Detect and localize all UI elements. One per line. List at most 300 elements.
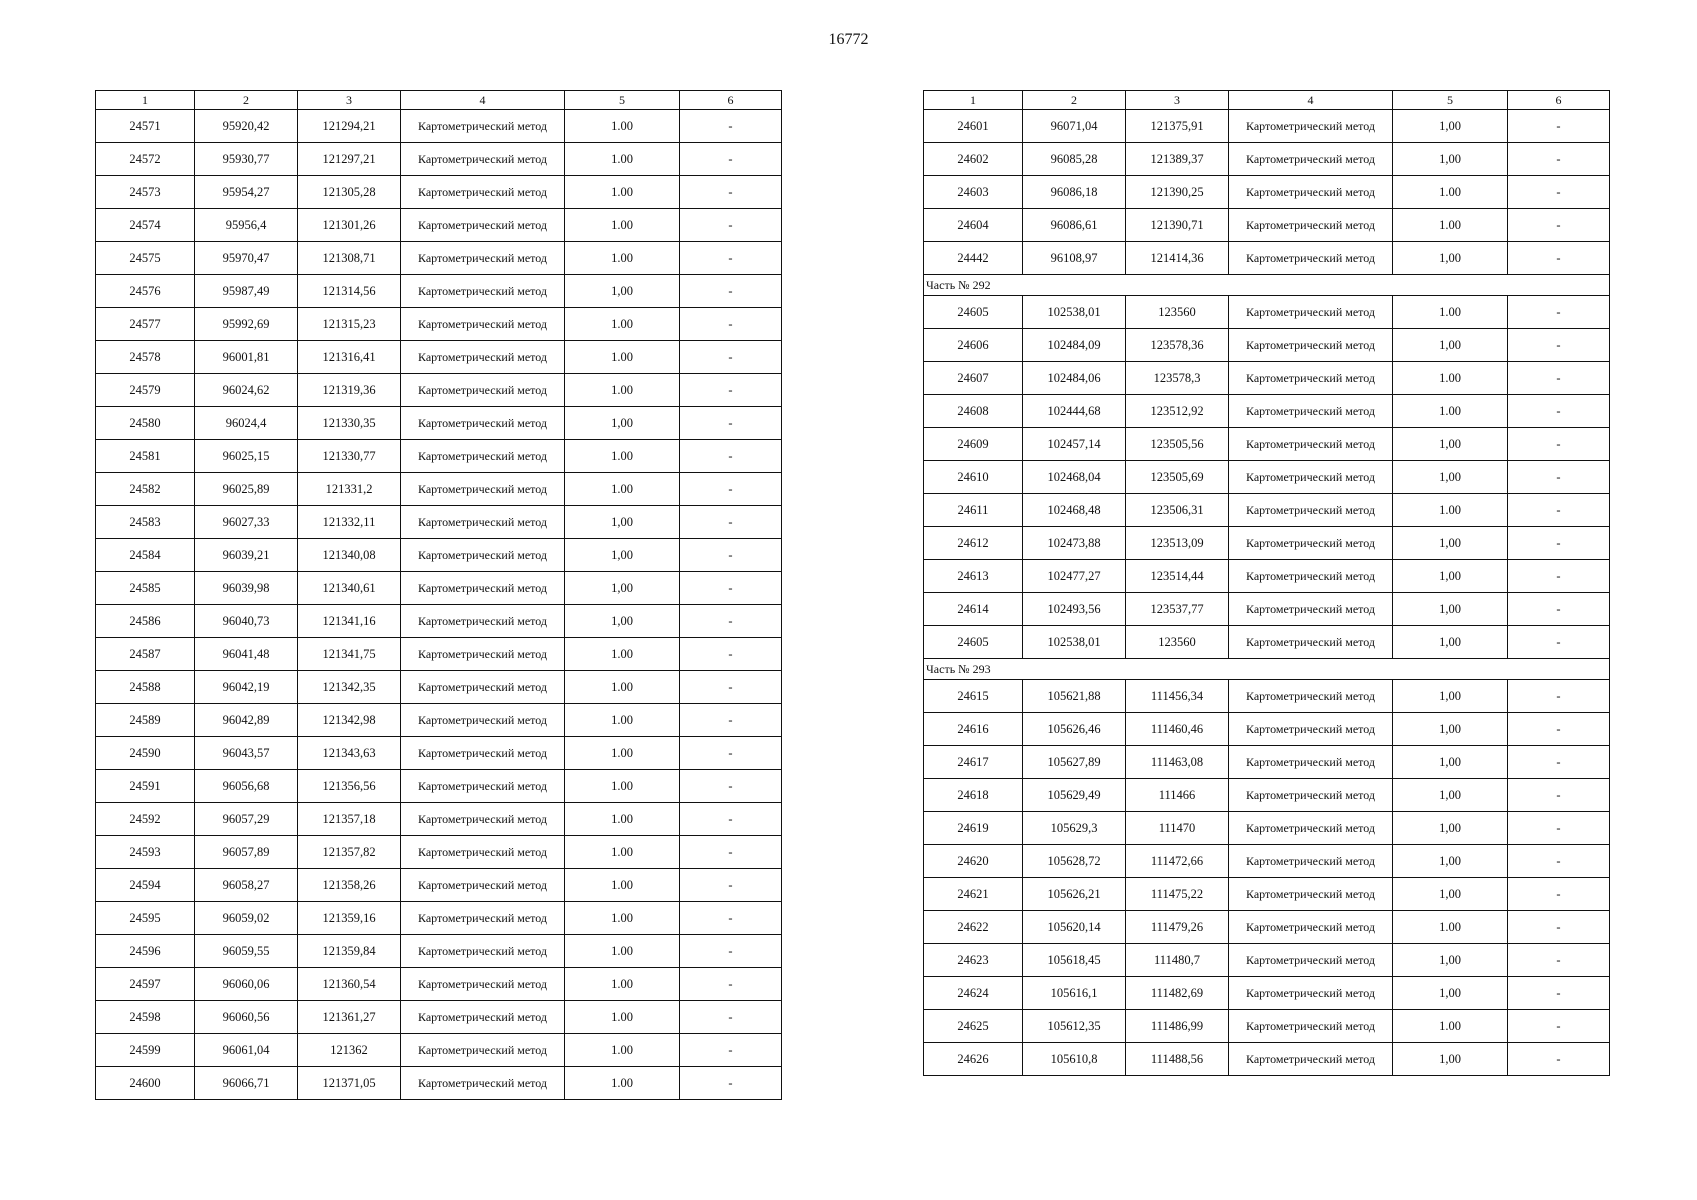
description-cell: - — [1508, 845, 1610, 878]
table-row — [924, 878, 1610, 911]
description-cell: - — [1508, 680, 1610, 713]
description-cell: - — [680, 605, 782, 638]
point-number-cell: 24582 — [96, 473, 195, 506]
table-row — [96, 209, 782, 242]
description-cell: - — [1508, 1043, 1610, 1076]
method-cell: Картометрический метод — [1229, 626, 1393, 659]
description-cell: - — [1508, 494, 1610, 527]
accuracy-cell: 1.00 — [1393, 911, 1508, 944]
x-coordinate-cell: 96066,71 — [195, 1067, 298, 1100]
section-row — [924, 275, 1610, 296]
point-number-cell: 24593 — [96, 836, 195, 869]
method-cell: Картометрический метод — [401, 935, 565, 968]
point-number-cell: 24603 — [924, 176, 1023, 209]
y-coordinate-cell: 121356,56 — [298, 770, 401, 803]
y-coordinate-cell: 121341,75 — [298, 638, 401, 671]
table-row — [96, 572, 782, 605]
x-coordinate-cell: 102538,01 — [1023, 626, 1126, 659]
x-coordinate-cell: 105629,49 — [1023, 779, 1126, 812]
accuracy-cell: 1.00 — [565, 374, 680, 407]
point-number-cell: 24576 — [96, 275, 195, 308]
y-coordinate-cell: 121342,98 — [298, 704, 401, 737]
method-cell: Картометрический метод — [1229, 395, 1393, 428]
table-row — [96, 407, 782, 440]
x-coordinate-cell: 96057,29 — [195, 803, 298, 836]
x-coordinate-cell: 96042,89 — [195, 704, 298, 737]
table-row — [96, 803, 782, 836]
description-cell: - — [680, 1001, 782, 1034]
x-coordinate-cell: 105626,21 — [1023, 878, 1126, 911]
y-coordinate-cell: 123578,36 — [1126, 329, 1229, 362]
method-cell: Картометрический метод — [1229, 209, 1393, 242]
table-row — [96, 671, 782, 704]
y-coordinate-cell: 121297,21 — [298, 143, 401, 176]
point-number-cell: 24607 — [924, 362, 1023, 395]
table-row — [924, 176, 1610, 209]
table-row — [96, 341, 782, 374]
point-number-cell: 24615 — [924, 680, 1023, 713]
x-coordinate-cell: 96060,06 — [195, 968, 298, 1001]
table-row — [96, 968, 782, 1001]
method-cell: Картометрический метод — [1229, 362, 1393, 395]
header-row — [924, 91, 1610, 110]
x-coordinate-cell: 102444,68 — [1023, 395, 1126, 428]
y-coordinate-cell: 121330,35 — [298, 407, 401, 440]
method-cell: Картометрический метод — [401, 110, 565, 143]
y-coordinate-cell: 111470 — [1126, 812, 1229, 845]
description-cell: - — [680, 737, 782, 770]
description-cell: - — [680, 407, 782, 440]
accuracy-cell: 1,00 — [1393, 143, 1508, 176]
y-coordinate-cell: 121371,05 — [298, 1067, 401, 1100]
description-cell: - — [1508, 209, 1610, 242]
accuracy-cell: 1.00 — [565, 1001, 680, 1034]
accuracy-cell: 1.00 — [565, 869, 680, 902]
y-coordinate-cell: 121301,26 — [298, 209, 401, 242]
x-coordinate-cell: 95930,77 — [195, 143, 298, 176]
method-cell: Картометрический метод — [1229, 593, 1393, 626]
accuracy-cell: 1.00 — [565, 968, 680, 1001]
accuracy-cell: 1,00 — [1393, 779, 1508, 812]
table-row — [96, 176, 782, 209]
description-cell: - — [680, 242, 782, 275]
description-cell: - — [680, 539, 782, 572]
description-cell: - — [680, 638, 782, 671]
point-number-cell: 24608 — [924, 395, 1023, 428]
description-cell: - — [1508, 428, 1610, 461]
table-row — [924, 362, 1610, 395]
method-cell: Картометрический метод — [1229, 713, 1393, 746]
description-cell: - — [1508, 779, 1610, 812]
accuracy-cell: 1,00 — [565, 407, 680, 440]
y-coordinate-cell: 111488,56 — [1126, 1043, 1229, 1076]
x-coordinate-cell: 95970,47 — [195, 242, 298, 275]
table-row — [924, 911, 1610, 944]
column-header: 2 — [195, 91, 298, 110]
method-cell: Картометрический метод — [401, 902, 565, 935]
method-cell: Картометрический метод — [1229, 527, 1393, 560]
table-row — [924, 395, 1610, 428]
table-row — [96, 770, 782, 803]
x-coordinate-cell: 96108,97 — [1023, 242, 1126, 275]
method-cell: Картометрический метод — [401, 539, 565, 572]
description-cell: - — [1508, 296, 1610, 329]
point-number-cell: 24617 — [924, 746, 1023, 779]
y-coordinate-cell: 121360,54 — [298, 968, 401, 1001]
x-coordinate-cell: 96043,57 — [195, 737, 298, 770]
x-coordinate-cell: 96040,73 — [195, 605, 298, 638]
accuracy-cell: 1,00 — [1393, 746, 1508, 779]
point-number-cell: 24575 — [96, 242, 195, 275]
table-row — [96, 836, 782, 869]
method-cell: Картометрический метод — [401, 275, 565, 308]
point-number-cell: 24620 — [924, 845, 1023, 878]
description-cell: - — [1508, 395, 1610, 428]
table-row — [924, 527, 1610, 560]
point-number-cell: 24602 — [924, 143, 1023, 176]
method-cell: Картометрический метод — [1229, 845, 1393, 878]
y-coordinate-cell: 111482,69 — [1126, 977, 1229, 1010]
method-cell: Картометрический метод — [401, 143, 565, 176]
description-cell: - — [1508, 593, 1610, 626]
description-cell: - — [1508, 911, 1610, 944]
x-coordinate-cell: 96061,04 — [195, 1034, 298, 1067]
accuracy-cell: 1.00 — [1393, 296, 1508, 329]
x-coordinate-cell: 102473,88 — [1023, 527, 1126, 560]
accuracy-cell: 1,00 — [1393, 977, 1508, 1010]
y-coordinate-cell: 123537,77 — [1126, 593, 1229, 626]
description-cell: - — [1508, 176, 1610, 209]
description-cell: - — [680, 473, 782, 506]
method-cell: Картометрический метод — [401, 704, 565, 737]
y-coordinate-cell: 111460,46 — [1126, 713, 1229, 746]
table-row — [924, 209, 1610, 242]
column-header: 5 — [1393, 91, 1508, 110]
x-coordinate-cell: 105618,45 — [1023, 944, 1126, 977]
point-number-cell: 24594 — [96, 869, 195, 902]
column-header: 5 — [565, 91, 680, 110]
method-cell: Картометрический метод — [401, 638, 565, 671]
description-cell: - — [680, 110, 782, 143]
y-coordinate-cell: 111463,08 — [1126, 746, 1229, 779]
method-cell: Картометрический метод — [1229, 746, 1393, 779]
accuracy-cell: 1.00 — [565, 440, 680, 473]
x-coordinate-cell: 96001,81 — [195, 341, 298, 374]
description-cell: - — [1508, 746, 1610, 779]
y-coordinate-cell: 111480,7 — [1126, 944, 1229, 977]
x-coordinate-cell: 105610,8 — [1023, 1043, 1126, 1076]
method-cell: Картометрический метод — [401, 506, 565, 539]
point-number-cell: 24597 — [96, 968, 195, 1001]
method-cell: Картометрический метод — [1229, 461, 1393, 494]
accuracy-cell: 1.00 — [565, 1034, 680, 1067]
table-row — [924, 779, 1610, 812]
table-row — [96, 374, 782, 407]
method-cell: Картометрический метод — [1229, 878, 1393, 911]
method-cell: Картометрический метод — [401, 1034, 565, 1067]
table-row — [924, 1043, 1610, 1076]
description-cell: - — [680, 935, 782, 968]
description-cell: - — [680, 572, 782, 605]
method-cell: Картометрический метод — [1229, 1043, 1393, 1076]
description-cell: - — [680, 704, 782, 737]
description-cell: - — [680, 968, 782, 1001]
point-number-cell: 24610 — [924, 461, 1023, 494]
accuracy-cell: 1,00 — [565, 275, 680, 308]
description-cell: - — [680, 275, 782, 308]
table-row — [924, 296, 1610, 329]
y-coordinate-cell: 121389,37 — [1126, 143, 1229, 176]
method-cell: Картометрический метод — [401, 176, 565, 209]
point-number-cell: 24614 — [924, 593, 1023, 626]
point-number-cell: 24585 — [96, 572, 195, 605]
point-number-cell: 24571 — [96, 110, 195, 143]
accuracy-cell: 1.00 — [565, 242, 680, 275]
column-header: 3 — [1126, 91, 1229, 110]
accuracy-cell: 1.00 — [1393, 1010, 1508, 1043]
y-coordinate-cell: 123506,31 — [1126, 494, 1229, 527]
accuracy-cell: 1.00 — [565, 902, 680, 935]
description-cell: - — [680, 374, 782, 407]
column-header: 3 — [298, 91, 401, 110]
accuracy-cell: 1,00 — [1393, 878, 1508, 911]
y-coordinate-cell: 123505,56 — [1126, 428, 1229, 461]
point-number-cell: 24619 — [924, 812, 1023, 845]
table-row — [924, 746, 1610, 779]
point-number-cell: 24622 — [924, 911, 1023, 944]
description-cell: - — [680, 1034, 782, 1067]
method-cell: Картометрический метод — [401, 374, 565, 407]
x-coordinate-cell: 102468,04 — [1023, 461, 1126, 494]
method-cell: Картометрический метод — [1229, 143, 1393, 176]
accuracy-cell: 1.00 — [565, 110, 680, 143]
y-coordinate-cell: 123560 — [1126, 296, 1229, 329]
table-row — [96, 737, 782, 770]
x-coordinate-cell: 96039,21 — [195, 539, 298, 572]
method-cell: Картометрический метод — [1229, 812, 1393, 845]
x-coordinate-cell: 96042,19 — [195, 671, 298, 704]
method-cell: Картометрический метод — [401, 869, 565, 902]
table-row — [924, 845, 1610, 878]
y-coordinate-cell: 121375,91 — [1126, 110, 1229, 143]
accuracy-cell: 1,00 — [1393, 680, 1508, 713]
y-coordinate-cell: 121414,36 — [1126, 242, 1229, 275]
y-coordinate-cell: 111486,99 — [1126, 1010, 1229, 1043]
x-coordinate-cell: 105621,88 — [1023, 680, 1126, 713]
description-cell: - — [1508, 143, 1610, 176]
accuracy-cell: 1.00 — [1393, 362, 1508, 395]
point-number-cell: 24578 — [96, 341, 195, 374]
description-cell: - — [1508, 812, 1610, 845]
y-coordinate-cell: 121340,08 — [298, 539, 401, 572]
table-row — [924, 110, 1610, 143]
x-coordinate-cell: 96059,55 — [195, 935, 298, 968]
point-number-cell: 24574 — [96, 209, 195, 242]
y-coordinate-cell: 123512,92 — [1126, 395, 1229, 428]
point-number-cell: 24612 — [924, 527, 1023, 560]
y-coordinate-cell: 123513,09 — [1126, 527, 1229, 560]
point-number-cell: 24577 — [96, 308, 195, 341]
description-cell: - — [1508, 713, 1610, 746]
x-coordinate-cell: 102493,56 — [1023, 593, 1126, 626]
y-coordinate-cell: 111466 — [1126, 779, 1229, 812]
point-number-cell: 24596 — [96, 935, 195, 968]
description-cell: - — [1508, 944, 1610, 977]
accuracy-cell: 1.00 — [565, 671, 680, 704]
y-coordinate-cell: 121341,16 — [298, 605, 401, 638]
x-coordinate-cell: 102484,09 — [1023, 329, 1126, 362]
table-row — [924, 329, 1610, 362]
accuracy-cell: 1.00 — [565, 473, 680, 506]
accuracy-cell: 1.00 — [565, 308, 680, 341]
y-coordinate-cell: 121316,41 — [298, 341, 401, 374]
method-cell: Картометрический метод — [1229, 296, 1393, 329]
accuracy-cell: 1,00 — [1393, 713, 1508, 746]
method-cell: Картометрический метод — [1229, 944, 1393, 977]
coordinates-table-left — [95, 90, 782, 1100]
accuracy-cell: 1.00 — [565, 176, 680, 209]
y-coordinate-cell: 121362 — [298, 1034, 401, 1067]
description-cell: - — [680, 308, 782, 341]
column-header: 4 — [401, 91, 565, 110]
table-row — [96, 308, 782, 341]
table-row — [96, 506, 782, 539]
accuracy-cell: 1.00 — [565, 638, 680, 671]
description-cell: - — [680, 506, 782, 539]
y-coordinate-cell: 123560 — [1126, 626, 1229, 659]
y-coordinate-cell: 121343,63 — [298, 737, 401, 770]
point-number-cell: 24624 — [924, 977, 1023, 1010]
accuracy-cell: 1,00 — [1393, 626, 1508, 659]
point-number-cell: 24583 — [96, 506, 195, 539]
point-number-cell: 24581 — [96, 440, 195, 473]
y-coordinate-cell: 121390,71 — [1126, 209, 1229, 242]
table-row — [924, 143, 1610, 176]
point-number-cell: 24625 — [924, 1010, 1023, 1043]
point-number-cell: 24598 — [96, 1001, 195, 1034]
table-row — [96, 638, 782, 671]
accuracy-cell: 1,00 — [1393, 329, 1508, 362]
method-cell: Картометрический метод — [1229, 977, 1393, 1010]
point-number-cell: 24584 — [96, 539, 195, 572]
table-row — [924, 944, 1610, 977]
point-number-cell: 24600 — [96, 1067, 195, 1100]
x-coordinate-cell: 95987,49 — [195, 275, 298, 308]
x-coordinate-cell: 102477,27 — [1023, 560, 1126, 593]
description-cell: - — [680, 836, 782, 869]
accuracy-cell: 1.00 — [1393, 395, 1508, 428]
accuracy-cell: 1,00 — [565, 572, 680, 605]
method-cell: Картометрический метод — [401, 308, 565, 341]
x-coordinate-cell: 96056,68 — [195, 770, 298, 803]
table-row — [96, 869, 782, 902]
column-header: 6 — [680, 91, 782, 110]
point-number-cell: 24609 — [924, 428, 1023, 461]
accuracy-cell: 1,00 — [1393, 560, 1508, 593]
point-number-cell: 24611 — [924, 494, 1023, 527]
method-cell: Картометрический метод — [401, 440, 565, 473]
point-number-cell: 24592 — [96, 803, 195, 836]
x-coordinate-cell: 105620,14 — [1023, 911, 1126, 944]
table-row — [96, 275, 782, 308]
method-cell: Картометрический метод — [1229, 176, 1393, 209]
y-coordinate-cell: 111456,34 — [1126, 680, 1229, 713]
method-cell: Картометрический метод — [401, 572, 565, 605]
x-coordinate-cell: 102484,06 — [1023, 362, 1126, 395]
point-number-cell: 24605 — [924, 626, 1023, 659]
point-number-cell: 24599 — [96, 1034, 195, 1067]
section-label: Часть № 293 — [924, 659, 1610, 680]
y-coordinate-cell: 121359,16 — [298, 902, 401, 935]
description-cell: - — [1508, 977, 1610, 1010]
table-row — [96, 539, 782, 572]
accuracy-cell: 1,00 — [565, 605, 680, 638]
description-cell: - — [680, 1067, 782, 1100]
accuracy-cell: 1,00 — [565, 539, 680, 572]
x-coordinate-cell: 96025,89 — [195, 473, 298, 506]
method-cell: Картометрический метод — [401, 473, 565, 506]
y-coordinate-cell: 121314,56 — [298, 275, 401, 308]
accuracy-cell: 1,00 — [1393, 1043, 1508, 1076]
accuracy-cell: 1,00 — [1393, 461, 1508, 494]
table-row — [96, 704, 782, 737]
description-cell: - — [680, 440, 782, 473]
table-row — [96, 1067, 782, 1100]
table-row — [96, 1034, 782, 1067]
description-cell: - — [680, 803, 782, 836]
x-coordinate-cell: 95956,4 — [195, 209, 298, 242]
table-row — [96, 902, 782, 935]
page-number: 16772 — [828, 31, 869, 48]
method-cell: Картометрический метод — [401, 968, 565, 1001]
y-coordinate-cell: 111475,22 — [1126, 878, 1229, 911]
table-row — [924, 428, 1610, 461]
method-cell: Картометрический метод — [1229, 560, 1393, 593]
accuracy-cell: 1.00 — [565, 341, 680, 374]
point-number-cell: 24573 — [96, 176, 195, 209]
table-row — [96, 242, 782, 275]
method-cell: Картометрический метод — [401, 407, 565, 440]
y-coordinate-cell: 111472,66 — [1126, 845, 1229, 878]
accuracy-cell: 1.00 — [1393, 209, 1508, 242]
y-coordinate-cell: 121332,11 — [298, 506, 401, 539]
method-cell: Картометрический метод — [401, 341, 565, 374]
x-coordinate-cell: 96071,04 — [1023, 110, 1126, 143]
point-number-cell: 24589 — [96, 704, 195, 737]
point-number-cell: 24621 — [924, 878, 1023, 911]
x-coordinate-cell: 96086,61 — [1023, 209, 1126, 242]
table-row — [924, 560, 1610, 593]
accuracy-cell: 1.00 — [565, 1067, 680, 1100]
point-number-cell: 24613 — [924, 560, 1023, 593]
point-number-cell: 24606 — [924, 329, 1023, 362]
accuracy-cell: 1,00 — [1393, 944, 1508, 977]
y-coordinate-cell: 121390,25 — [1126, 176, 1229, 209]
description-cell: - — [680, 869, 782, 902]
accuracy-cell: 1,00 — [565, 506, 680, 539]
method-cell: Картометрический метод — [401, 209, 565, 242]
point-number-cell: 24442 — [924, 242, 1023, 275]
accuracy-cell: 1.00 — [565, 704, 680, 737]
method-cell: Картометрический метод — [1229, 494, 1393, 527]
table-row — [924, 812, 1610, 845]
method-cell: Картометрический метод — [401, 803, 565, 836]
y-coordinate-cell: 123505,69 — [1126, 461, 1229, 494]
description-cell: - — [1508, 527, 1610, 560]
point-number-cell: 24579 — [96, 374, 195, 407]
method-cell: Картометрический метод — [1229, 680, 1393, 713]
point-number-cell: 24595 — [96, 902, 195, 935]
